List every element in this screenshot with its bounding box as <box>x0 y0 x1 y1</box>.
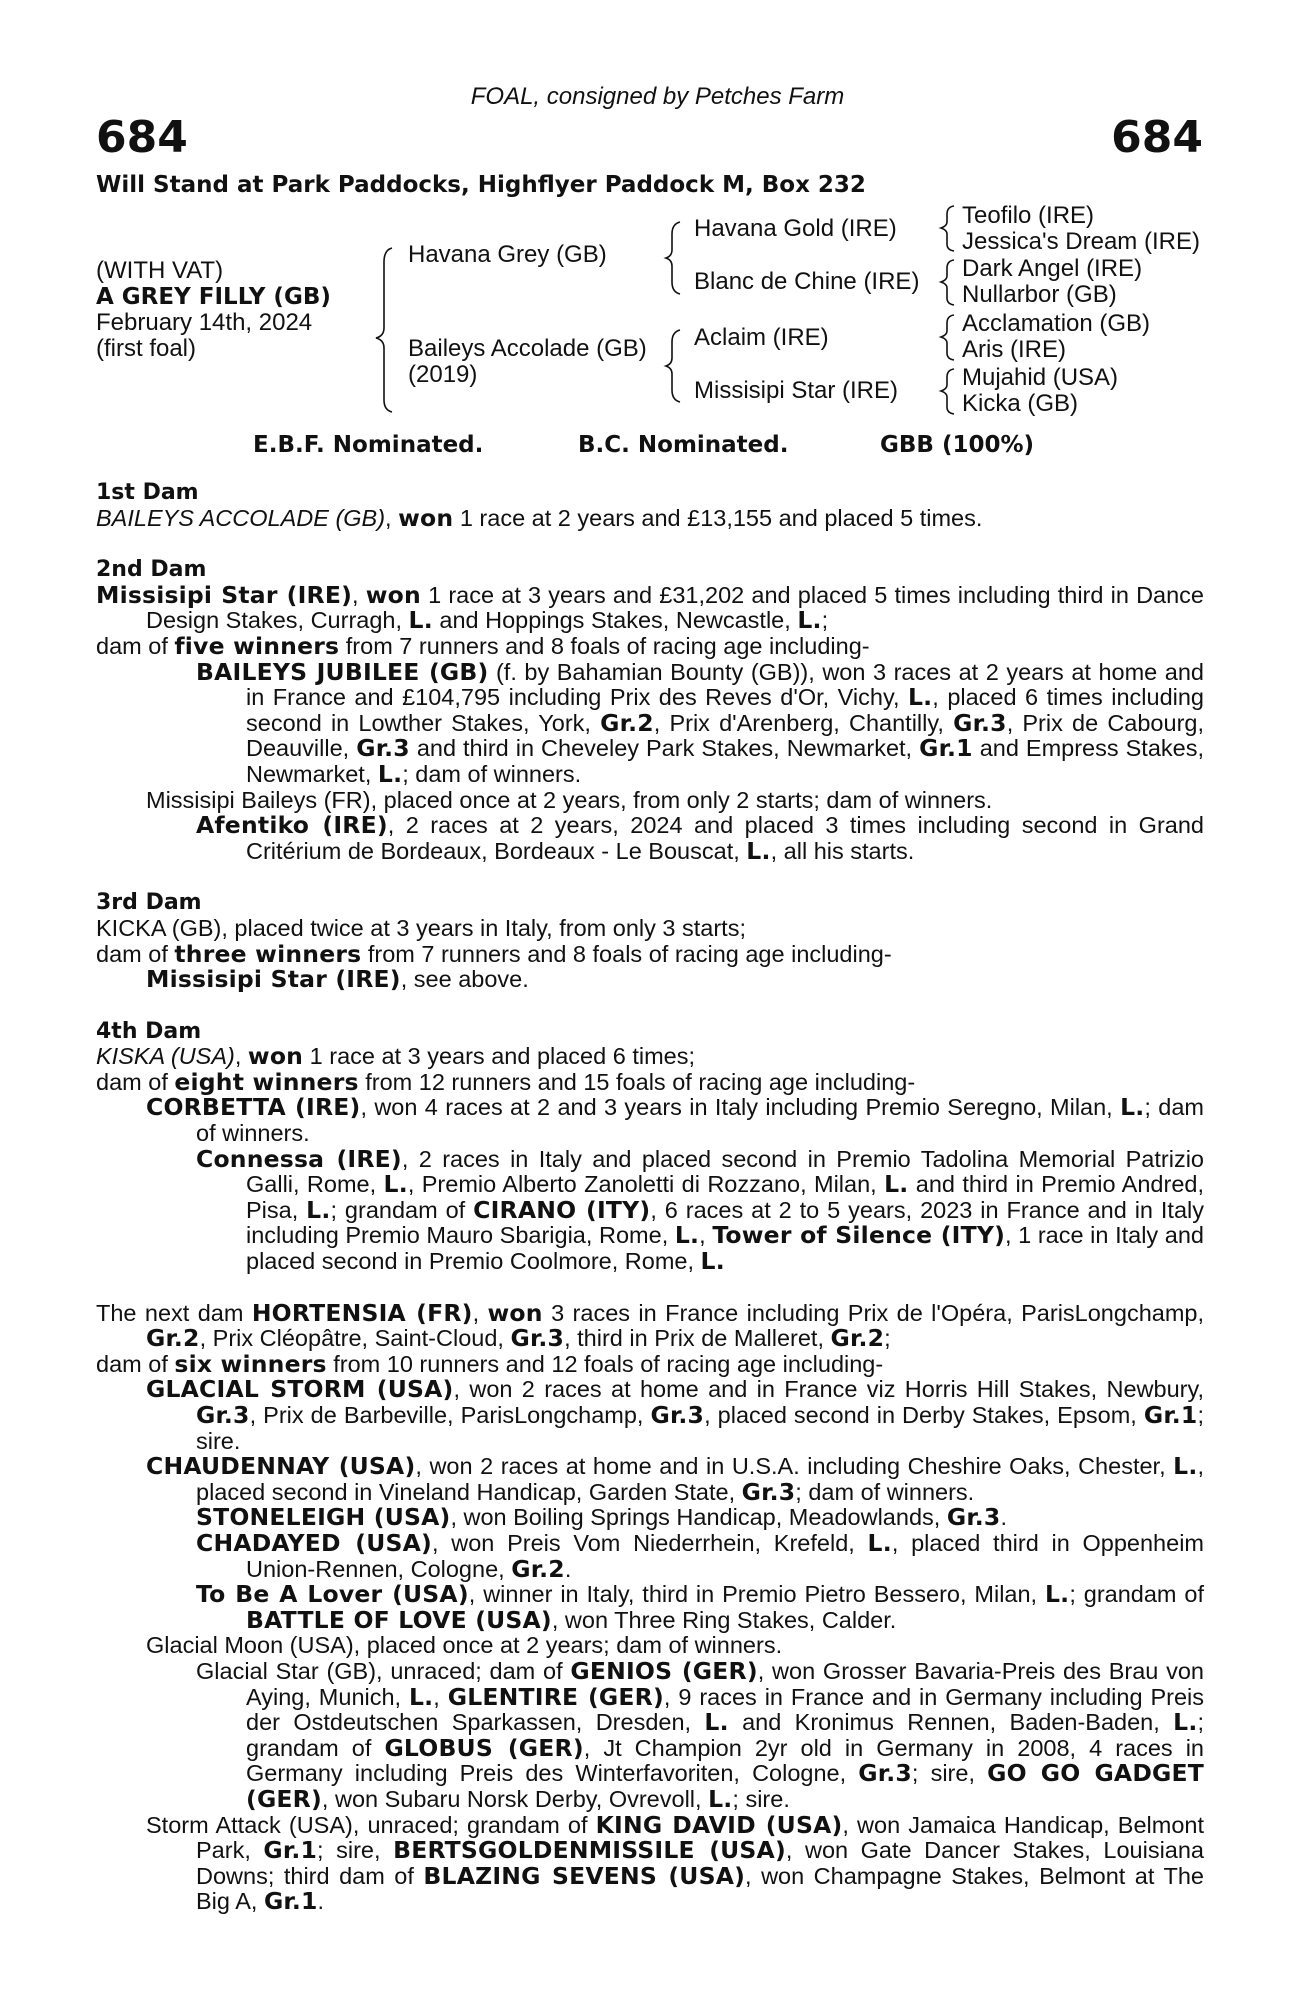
ds-dam: Aris (IRE) <box>962 336 1066 363</box>
produce-missisipi-star: Missisipi Star (IRE), see above. <box>146 965 529 994</box>
foal-note: (first foal) <box>96 335 197 362</box>
dam-sire: Aclaim (IRE) <box>694 324 829 351</box>
dam: Baileys Accolade (GB) <box>408 335 647 362</box>
lot-number-left: 684 <box>96 112 188 163</box>
ss-dam: Jessica's Dream (IRE) <box>962 228 1200 255</box>
gbb-status: GBB (100%) <box>880 432 1035 458</box>
sire: Havana Grey (GB) <box>408 241 607 268</box>
bc-nomination: B.C. Nominated. <box>578 432 789 458</box>
second-dam-text: Missisipi Star (IRE), won 1 race at 3 years and £31,202 and placed 5 times including third in Dance Design Stakes, Curragh, L. and Hoppings Stakes, Newcastle, L.; <box>96 580 1205 635</box>
ebf-nomination: E.B.F. Nominated. <box>253 432 484 458</box>
produce-glacial-moon: Glacial Moon (USA), placed once at 2 years; dam of winners. <box>146 1632 783 1659</box>
next-dam-produce: dam of six winners from 10 runners and 12 foals of racing age including- <box>96 1349 884 1378</box>
vat-note: (WITH VAT) <box>96 257 224 284</box>
third-dam-heading: 3rd Dam <box>96 890 202 916</box>
produce-stoneleigh: STONELEIGH (USA), won Boiling Springs Handicap, Meadowlands, Gr.3. <box>196 1503 1007 1532</box>
produce-chadayed: CHADAYED (USA), won Preis Vom Niederrhein, Krefeld, L., placed third in Oppenheim Union-Rennen, Cologne, Gr.2. <box>196 1528 1204 1583</box>
third-dam-produce: dam of three winners from 7 runners and 8 foals of racing age including- <box>96 939 892 968</box>
sire-sire: Havana Gold (IRE) <box>694 215 897 242</box>
produce-chaudennay: CHAUDENNAY (USA), won 2 races at home and in U.S.A. including Cheshire Oaks, Chester, L., placed second in Vineland Handicap, Garden State, Gr.3; dam of winners. <box>146 1452 1204 1506</box>
sd-dam: Nullarbor (GB) <box>962 281 1117 308</box>
sire-dam: Blanc de Chine (IRE) <box>694 268 920 295</box>
next-dam-text: The next dam HORTENSIA (FR), won 3 races in France including Prix de l'Opéra, ParisLongchamp, Gr.2, Prix Cléopâtre, Saint-Cloud, Gr.3, third in Prix de Malleret, Gr.2; <box>96 1298 1205 1353</box>
produce-afentiko: Afentiko (IRE), 2 races at 2 years, 2024 and placed 3 times including second in Grand Critérium de Bordeaux, Bordeaux - Le Bouscat, L., all his starts. <box>196 811 1204 865</box>
catalogue-body <box>96 480 1204 1915</box>
dam-dam: Missisipi Star (IRE) <box>694 377 899 404</box>
fourth-dam-produce: dam of eight winners from 12 runners and 15 foals of racing age including- <box>96 1067 916 1096</box>
fourth-dam-heading: 4th Dam <box>96 1018 202 1044</box>
second-dam-heading: 2nd Dam <box>96 557 207 583</box>
first-dam-heading: 1st Dam <box>96 480 199 505</box>
first-dam-text: BAILEYS ACCOLADE (GB), won 1 race at 2 years and £13,155 and placed 5 times. <box>96 503 983 532</box>
dd-sire: Mujahid (USA) <box>962 364 1119 391</box>
produce-corbetta: CORBETTA (IRE), won 4 races at 2 and 3 years in Italy including Premio Seregno, Milan, L.; dam of winners. <box>146 1093 1204 1147</box>
ds-sire: Acclamation (GB) <box>962 310 1151 337</box>
produce-storm-attack: Storm Attack (USA), unraced; grandam of KING DAVID (USA), won Jamaica Handicap, Belmont Park, Gr.1; sire, BERTSGOLDENMISSILE (USA), won Gate Dancer Stakes, Louisiana Downs; third dam of BLAZING SEVENS (USA), won Champagne Stakes, Belmont at The Big A, Gr.1. <box>146 1810 1205 1916</box>
second-dam-produce: dam of five winners from 7 runners and 8 foals of racing age including- <box>96 631 870 660</box>
produce-glacial-star: Glacial Star (GB), unraced; dam of GENIOS (GER), won Grosser Bavaria-Preis des Brau von Aying, Munich, L., GLENTIRE (GER), 9 races in France and in Germany including Preis der Ostdeutschen Sparkassen, Dresden, L. and Kronimus Rennen, Baden-Baden, L.; grandam of GLOBUS (GER), Jt Champion 2yr old in Germany in 2008, 4 races in Germany including Preis des Winterfavoriten, Cologne, Gr.3; sire, GO GO GADGET (GER), won Subaru Norsk Derby, Ovrevoll, L.; sire. <box>196 1656 1205 1813</box>
produce-connessa: Connessa (IRE), 2 races in Italy and placed second in Premio Tadolina Memorial Patrizio Galli, Rome, L., Premio Alberto Zanoletti di Rozzano, Milan, L. and third in Premio Andred, Pisa, L.; grandam of CIRANO (ITY), 6 races at 2 to 5 years, 2023 in France and in Italy including Premio Mauro Sbarigia, Rome, L., Tower of Silence (ITY), 1 race in Italy and placed second in Premio Coolmore, Rome, L. <box>196 1144 1205 1276</box>
dam-year: (2019) <box>408 361 478 388</box>
produce-missisipi-baileys: Missisipi Baileys (FR), placed once at 2 years, from only 2 starts; dam of winners. <box>146 786 993 813</box>
fourth-dam-text: KISKA (USA), won 1 race at 3 years and placed 6 times; <box>96 1042 695 1071</box>
dd-dam: Kicka (GB) <box>962 390 1079 417</box>
horse-name: A GREY FILLY (GB) <box>96 284 331 310</box>
third-dam-text: KICKA (GB), placed twice at 3 years in Italy, from only 3 starts; <box>96 914 746 941</box>
produce-baileys-jubilee: BAILEYS JUBILEE (GB) (f. by Bahamian Bounty (GB)), won 3 races at 2 years at home and in France and £104,795 including Prix des Reves d'Or, Vichy, L., placed 6 times including second in Lowther Stakes, York, Gr.2, Prix d'Arenberg, Chantilly, Gr.3, Prix de Cabourg, Deauville, Gr.3 and third in Cheveley Park Stakes, Newmarket, Gr.1 and Empress Stakes, Newmarket, L.; dam of winners. <box>196 657 1204 788</box>
lot-number-right: 684 <box>1111 112 1203 163</box>
sd-sire: Dark Angel (IRE) <box>962 255 1143 282</box>
stand-location: Will Stand at Park Paddocks, Highflyer Paddock M, Box 232 <box>96 172 866 198</box>
produce-glacial-storm: GLACIAL STORM (USA), won 2 races at home and in France viz Horris Hill Stakes, Newbury, Gr.3, Prix de Barbeville, ParisLongchamp, Gr.3, placed second in Derby Stakes, Epsom, Gr.1; sire. <box>146 1375 1204 1454</box>
ss-sire: Teofilo (IRE) <box>962 202 1095 229</box>
produce-to-be-a-lover: To Be A Lover (USA), winner in Italy, third in Premio Pietro Bessero, Milan, L.; grandam of BATTLE OF LOVE (USA), won Three Ring Stakes, Calder. <box>196 1580 1204 1634</box>
consignment-line: FOAL, consigned by Petches Farm <box>470 83 845 110</box>
foaling-date: February 14th, 2024 <box>96 309 313 336</box>
